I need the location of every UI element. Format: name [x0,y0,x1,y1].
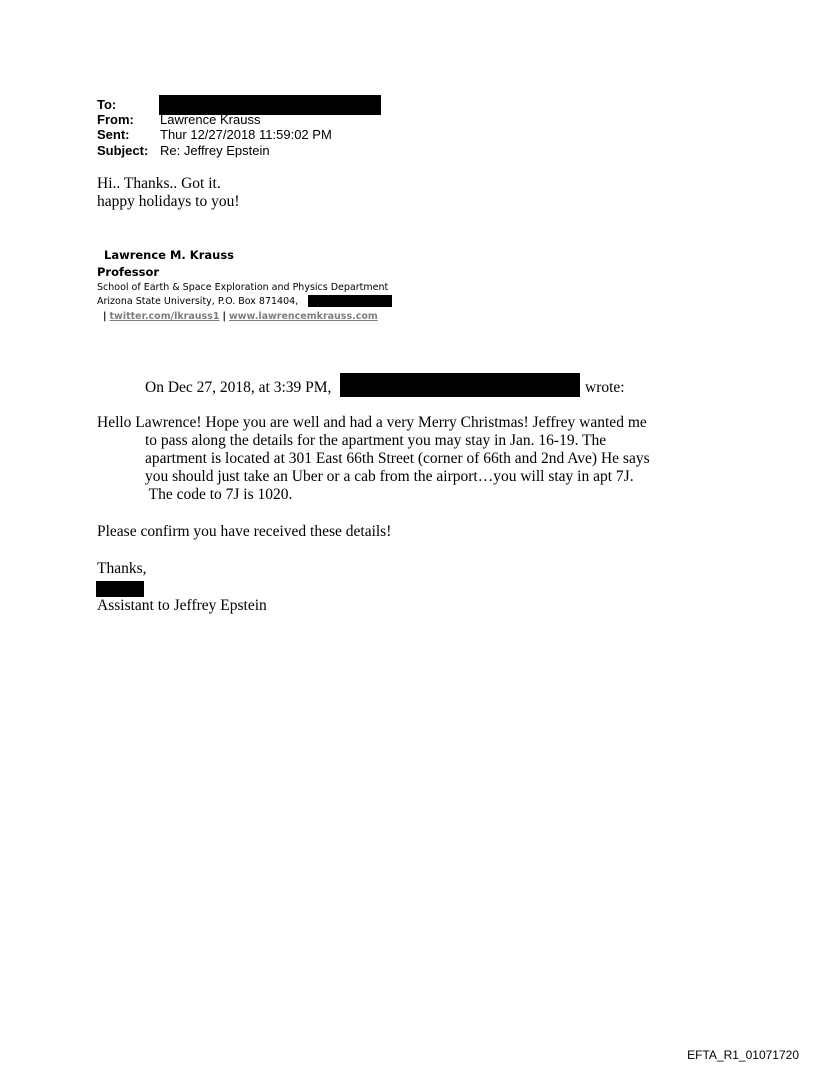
quoted-line-5: The code to 7J is 1020. [145,486,293,503]
quoted-line-3: apartment is located at 301 East 66th Street (corner of 66th and 2nd Ave) He says [145,450,650,467]
document-id: EFTA_R1_01071720 [687,1048,799,1062]
from-label: From: [97,112,134,127]
signature-links [103,311,378,323]
reply-line-1: Hi.. Thanks.. Got it. [97,175,221,192]
signature-name: Lawrence M. Krauss [104,248,235,262]
address-redaction [308,295,392,307]
subject-value: Re: Jeffrey Epstein [160,143,270,158]
quoted-line-4: you should just take an Uber or a cab from the airport…you will stay in apt 7J. [145,468,634,485]
from-value: Lawrence Krauss [160,112,261,127]
to-label: To: [97,97,117,112]
subject-label: Subject: [97,143,149,158]
quoted-line-2: to pass along the details for the apartment you may stay in Jan. 16-19. The [145,432,607,449]
quoted-intro-suffix: wrote: [585,379,625,396]
signature-department: School of Earth & Space Exploration and Physics Department [97,282,389,293]
reply-line-2: happy holidays to you! [97,193,240,210]
quoted-intro-prefix: On Dec 27, 2018, at 3:39 PM, [145,379,332,396]
twitter-link[interactable]: twitter.com/lkrauss1 [109,311,220,322]
quoted-confirm: Please confirm you have received these details! [97,523,392,540]
signature-address: Arizona State University, P.O. Box 871404, [97,296,299,307]
sent-value: Thur 12/27/2018 11:59:02 PM [160,127,332,142]
sent-label: Sent: [97,127,130,142]
signature-title: Professor [97,265,160,279]
link-separator: | [103,311,107,322]
quoted-closing: Thanks, [97,560,147,577]
assistant-name-redaction [96,581,144,597]
sender-redaction [340,373,580,397]
quoted-signoff: Assistant to Jeffrey Epstein [97,597,267,614]
website-link[interactable]: www.lawrencemkrauss.com [228,311,378,322]
quoted-line-1: Hello Lawrence! Hope you are well and had a very Merry Christmas! Jeffrey wanted me [97,414,647,431]
link-separator: | [222,311,226,322]
